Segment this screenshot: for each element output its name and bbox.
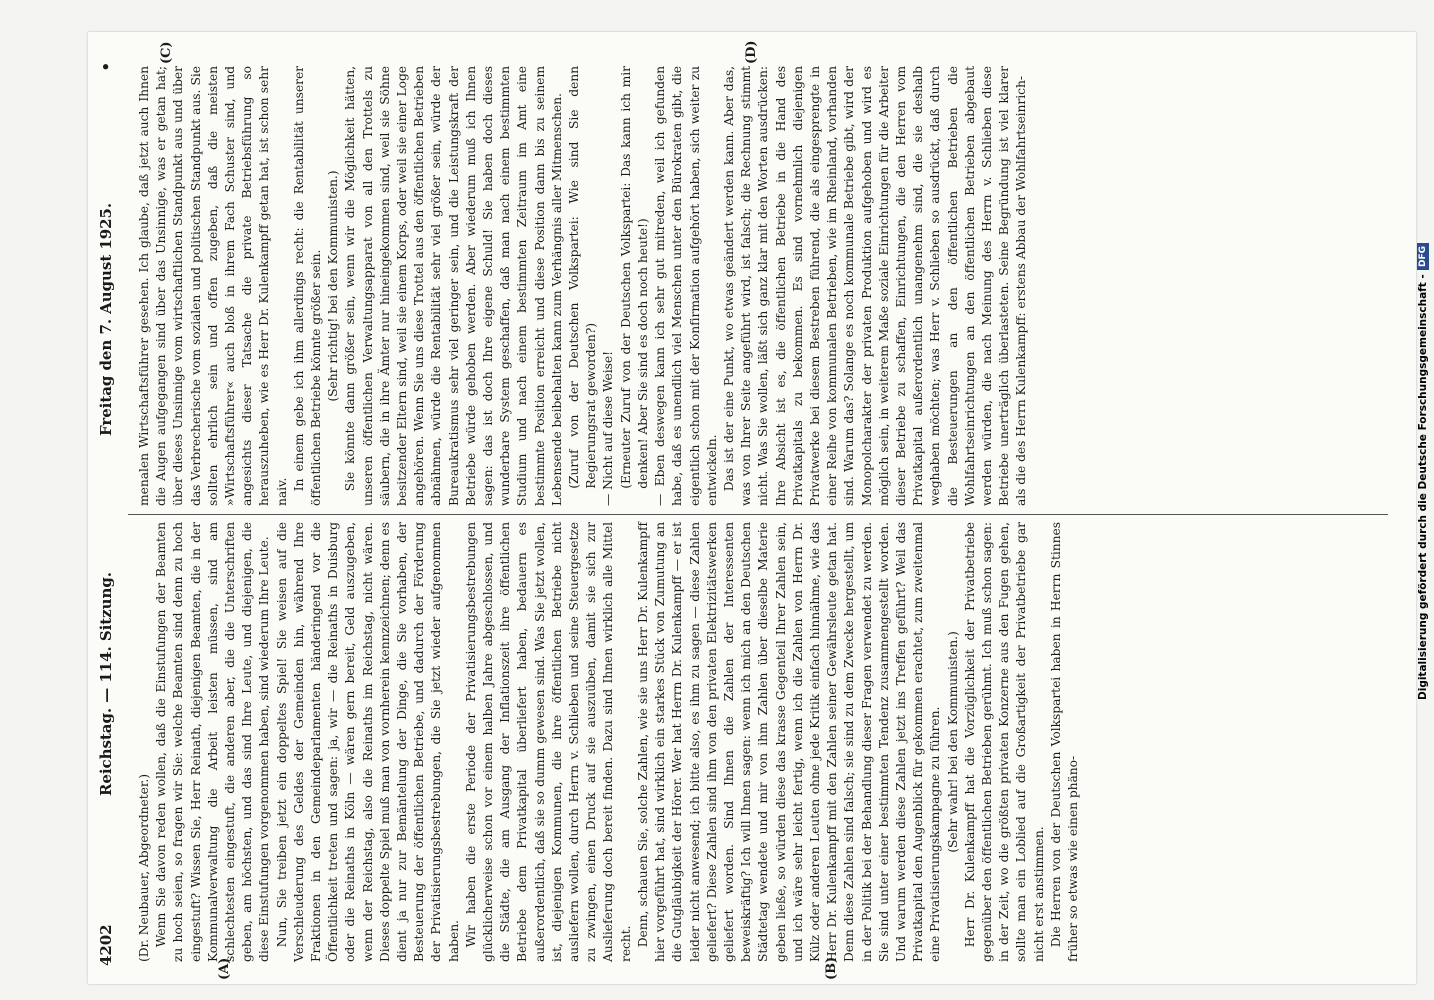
dfg-credit: [1414, 10, 1432, 700]
left-column-paragraph: Die Herren von der Deutschen Volkspartei haben in Herrn Stinnes früher so etwas wie einen phäno-: [1048, 522, 1080, 962]
right-column-paragraph: In einem gebe ich ihm allerdings recht: die Rentabilität unserer öffentlichen Betriebe könnte größer sein.: [291, 66, 324, 506]
right-column-paragraph: — Nicht auf diese Weise!: [601, 350, 616, 506]
right-column-paragraph: (Erneuter Zuruf von der Deutschen Volkspartei: Das kann ich mir denken! Aber Sie sind es doch noch heute!): [618, 66, 650, 489]
rotated-page: [88, 34, 1413, 984]
header-date: Freitag den 7. August 1925.: [97, 202, 115, 436]
margin-marker-a: (A): [217, 957, 232, 980]
header-title: Reichstag. — 114. Sitzung.: [97, 572, 115, 796]
right-column: [136, 66, 1031, 506]
left-column-paragraph: Wenn Sie davon reden wollen, daß die Einstufungen der Beamten zu hoch seien, so fragen wir Sie: welche Beamten sind denn zu hoch eingestuft? Wissen Sie, Herr Reinath, diejenigen Beamten, die in der Kommunalverwaltung die Arbeit leisten müssen, sind am schlechtesten eingestuft, die anderen aber, die die Unterschriften geben, am höchsten, und das sind Ihre Leute, und diejenigen, die diese Einstufungen vorgenommen haben, sind wiederum Ihre Leute.: [154, 522, 272, 962]
dfg-logo: DFG: [1417, 243, 1429, 270]
left-column-paragraph: (Dr. Neubauer, Abgeordneter.): [137, 774, 151, 962]
scanned-page: [88, 32, 1416, 984]
left-column-paragraph: Herr Dr. Kulenkampff hat die Vorzüglichkeit der Privatbetriebe gegenüber den öffentlichen Betrieben gerühmt. Ich muß schon sagen: in der Zeit, wo die größten privaten Konzerne aus den Fugen gehen, sollte man ein Loblied auf die Großartigkeit der Privatbetriebe gar nicht erst anstimmen.: [962, 522, 1046, 962]
page-header: [98, 52, 122, 966]
page-number: 4202: [97, 924, 115, 966]
right-column-paragraph: (Sehr richtig! bei den Kommunisten.): [326, 170, 341, 402]
right-column-paragraph: (Zuruf von der Deutschen Volkspartei: Wie sind Sie denn Regierungsrat geworden?): [567, 66, 599, 489]
left-column-paragraph: Denn, schauen Sie, solche Zahlen, wie sie uns Herr Dr. Kulenkampff hier vorgeführt hat, sind wirklich ein starkes Stück von Zumutung an die Gutgläubigkeit der Hörer. Wer hat Herrn Dr. Kulenkampff — er ist leider nicht anwesend; ich bitte also, es ihm zu sagen — diese Zahlen geliefert? Diese Zahlen sind ihm von den privaten Elektrizitätswerken geliefert worden. Sind Ihnen die Zahlen der Interessenten beweiskräftig? Ich will Ihnen sagen: wenn ich mich an den Deutschen Städtetag wendete und mir von ihm Zahlen über dieselbe Materie geben ließe, so würden diese das krasse Gegenteil Ihrer Zahlen sein, und ich wäre sehr leicht fertig, wenn ich die Zahlen von Herrn Dr. Külz oder anderen Leuten ohne jede Kritik einfach hinnähme, wie das Herr Dr. Kulenkampff mit den Zahlen seiner Gewährsleute getan hat. Denn diese Zahlen sind falsch; sie sind zu dem Zwecke hergestellt, um in der Politik bei der Behandlung dieser Fragen verwendet zu werden. Sie sind unter einer bestimmten Tendenz zusammengestellt worden. Und warum werden diese Zahlen jetzt ins Treffen geführt? Weil das Privatkapital den Augenblick für gekommen erachtet, zum zweitenmal eine Privatisierungskampagne zu führen.: [635, 522, 943, 962]
left-column: [136, 522, 1082, 962]
credit-text: Digitalisierung gefördert durch die Deutsche Forschungsgemeinschaft -: [1417, 274, 1429, 700]
right-column-paragraph: Sie könnte dann größer sein, wenn wir die Möglichkeit hätten, unseren öffentlichen Verwaltungsapparat von all den Trottels zu säubern, die in ihre Ämter nur hineingekommen sind, weil sie Söhne besitzender Eltern sind, weil sie einem Korps, oder weil sie einer Loge angehören. Wenn Sie uns diese Trottel aus den öffentlichen Betrieben abnähmen, würde die Rentabilität sehr viel größer sein, würde der Bureaukratismus sehr viel geringer sein, und die Leistungskraft der Betriebe würde gehoben werden. Aber wiederum muß ich Ihnen sagen: das ist doch Ihre eigene Schuld! Sie haben doch dieses wunderbare System geschaffen, daß man nach einem bestimmten Studium und nach einem bestimmten Zeitraum im Amt eine bestimmte Position erreicht und diese Position dann bis zu seinem Lebensende beibehalten kann zum Verhängnis aller Mitmenschen.: [343, 66, 564, 506]
header-dot: •: [97, 62, 115, 72]
right-column-paragraph: Das ist der eine Punkt, wo etwas geändert werden kann. Aber das, was von Ihrer Seite angeführt wird, ist falsch; die Rechnung stimmt nicht. Was Sie wollen, läßt sich ganz klar mit den Worten ausdrücken: Ihre Absicht ist es, die öffentlichen Betriebe in die Hand des Privatkapitals zu bekommen. Es sind vornehmlich diejenigen Privatwerke bei diesem Bestreben führend, die als eingesprengte in einer Reihe von kommunalen Betrieben, wie im Rheinland, vorhanden sind. Warum das? Solange es noch kommunale Betriebe gibt, wird der Monopolcharakter der privaten Produktion aufgehoben und wird es möglich sein, in weiterem Maße soziale Einrichtungen für die Arbeiter dieser Betriebe zu schaffen, Einrichtungen, die den Herren vom Privatkapital außerordentlich unangenehm sind, die sie deshalb weghaben möchten; was Herr v. Schlieben so ausdrückt, daß durch die Besteuerungen an den öffentlichen Betrieben die Wohlfahrtseinrichtungen an den öffentlichen Betrieben abgebaut werden würden, die nach Meinung des Herrn v. Schlieben diese Betriebe unerträglich überlasteten. Seine Begründung ist viel klarer als die des Herrn Kulenkampff: erstens Abbau der Wohlfahrtseinrich-: [721, 66, 1029, 506]
margin-marker-d: (D): [744, 40, 759, 64]
right-column-paragraph: menalen Wirtschaftsführer gesehen. Ich glaube, daß jetzt auch Ihnen die Augen aufgegangen sind über das Unsinnige, was er getan hat; über dieses Unsinnige vom wirtschaftlichen Standpunkt aus und über das Verbrecherische vom sozialen und politischen Standpunkt aus. Sie sollten ehrlich sein und offen zugeben, daß die meisten »Wirtschaftsführer« auch bloß in ihrem Fach Schuster sind, und angesichts dieser Tatsache die private Betriebsführung so herauszuheben, wie es Herr Dr. Kulenkampff getan hat, ist schon sehr naiv.: [137, 66, 289, 506]
right-column-paragraph: — Eben deswegen kann ich sehr gut mitreden, weil ich gefunden habe, daß es unendlich viel Menschen unter den Bürokraten gibt, die eigentlich schon mit der Konfirmation aufgehört haben, sich weiter zu entwickeln.: [653, 66, 719, 506]
left-column-paragraph: Nun, Sie treiben jetzt ein doppeltes Spiel! Sie weisen auf die Verschleuderung des Geldes der Gemeinden hin, während Ihre Fraktionen in den Gemeindeparlamenten händeringend vor die Öffentlichkeit treten und sagen: ja, wir — die Reinaths in Duisburg oder die Reinaths in Köln — wären gern bereit, Geld auszugeben, wenn der Reichstag, also die Reinaths im Reichstag, nicht wären. Dieses doppelte Spiel muß man von vornherein kennzeichnen; denn es dient ja nur zur Bemäntelung der Dinge, die Sie vorhaben, der Besteuerung der öffentlichen Betriebe, und dadurch der Förderung der Privatisierungsbestrebungen, die Sie jetzt wieder aufgenommen haben.: [274, 522, 461, 962]
column-divider: [128, 514, 1388, 515]
margin-marker-b: (B): [824, 956, 839, 980]
margin-marker-c: (C): [159, 41, 174, 64]
left-column-paragraph: Wir haben die erste Periode der Privatisierungsbestrebungen glücklicherweise schon vor einem halben Jahre abgeschlossen, und die Städte, die am Ausgang der Inflationszeit ihre öffentlichen Betriebe dem Privatkapital überliefert haben, bedauern es außerordentlich, daß sie so dumm gewesen sind. Was Sie jetzt wollen, ist, diejenigen Kommunen, die ihre öffentlichen Betriebe nicht ausliefern wollen, durch Herrn v. Schlieben und seine Steuergesetze zu zwingen, einen Druck auf sie auszuüben, damit sie sich zur Auslieferung doch bereit finden. Dazu sind Ihnen wirklich alle Mittel recht.: [463, 522, 633, 962]
left-column-paragraph: (Sehr wahr! bei den Kommunisten.): [945, 631, 960, 853]
